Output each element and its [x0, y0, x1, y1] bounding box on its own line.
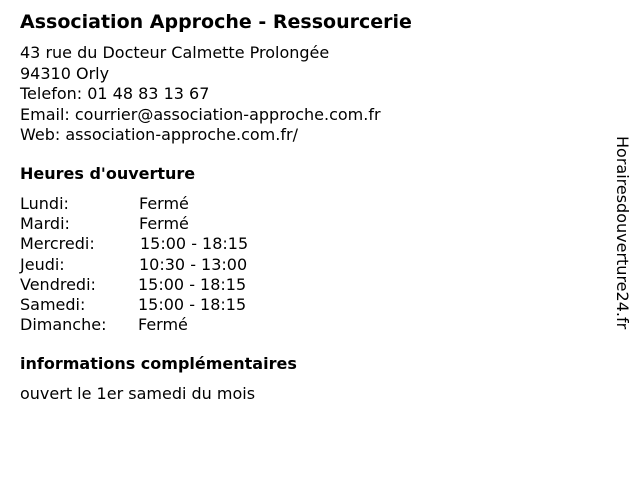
email: Email: courrier@association-approche.com.fr [20, 104, 381, 124]
day-hours: 15:00 - 18:15 [138, 274, 247, 294]
street-address: 43 rue du Docteur Calmette Prolongée [20, 43, 330, 62]
day-hours: Fermé [139, 214, 189, 234]
day-label: Dimanche: [20, 315, 107, 335]
site-watermark: Horairesdouverture24.fr [613, 136, 632, 330]
day-hours: 10:30 - 13:00 [139, 254, 248, 274]
day-hours: Fermé [139, 194, 189, 213]
additional-info-heading: informations complémentaires [20, 354, 297, 373]
day-hours: 15:00 - 18:15 [140, 234, 249, 254]
additional-info-text: ouvert le 1er samedi du mois [20, 384, 256, 403]
business-name: Association Approche - Ressourcerie [20, 11, 412, 33]
day-label: Mercredi: [20, 234, 95, 254]
day-hours: Fermé [138, 315, 188, 335]
phone: Telefon: 01 48 83 13 67 [20, 84, 210, 103]
day-label: Lundi: [20, 194, 69, 213]
city: 94310 Orly [20, 63, 110, 83]
day-hours: 15:00 - 18:15 [138, 294, 247, 314]
address-block [20, 43, 381, 146]
day-label: Mardi: [20, 214, 70, 234]
website: Web: association-approche.com.fr/ [20, 125, 298, 144]
day-label: Vendredi: [20, 274, 96, 294]
opening-hours-heading: Heures d'ouverture [20, 164, 196, 183]
day-label: Samedi: [20, 294, 86, 314]
day-label: Jeudi: [20, 254, 65, 274]
